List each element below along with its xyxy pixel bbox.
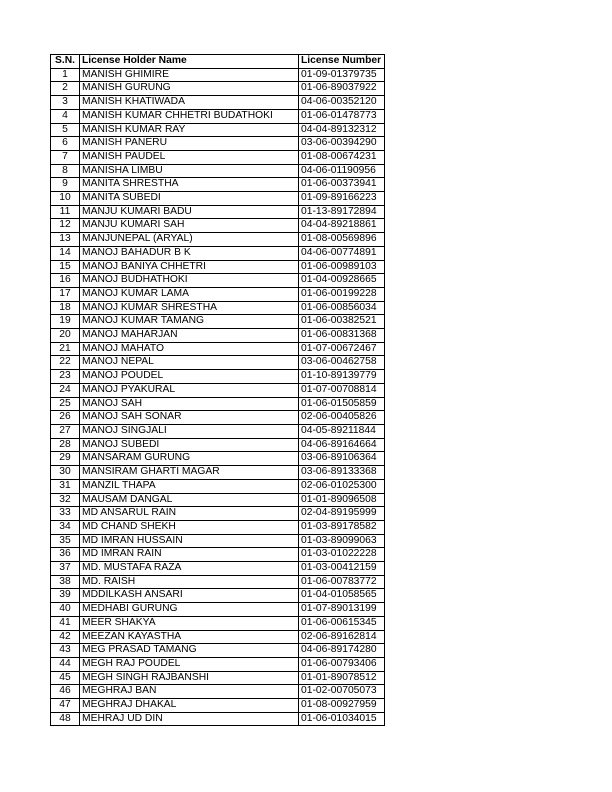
holder-name-cell: MANSIRAM GHARTI MAGAR [80,466,299,480]
holder-name-cell: MEGHRAJ BAN [80,685,299,699]
sn-cell: 7 [51,150,80,164]
table-header [51,55,385,69]
sn-cell: 19 [51,315,80,329]
sn-cell: 46 [51,685,80,699]
license-number-cell: 01-01-89096508 [299,493,385,507]
sn-cell: 11 [51,205,80,219]
table-row [51,370,385,384]
holder-name-cell: MEGHRAJ DHAKAL [80,699,299,713]
sn-cell: 29 [51,452,80,466]
sn-cell: 38 [51,575,80,589]
table-row [51,699,385,713]
holder-name-cell: MANOJ KUMAR SHRESTHA [80,301,299,315]
sn-cell: 28 [51,438,80,452]
sn-cell: 9 [51,178,80,192]
holder-name-cell: MANOJ SINGJALI [80,424,299,438]
sn-cell: 24 [51,383,80,397]
table-row [51,274,385,288]
holder-name-cell: MANOJ NEPAL [80,356,299,370]
license-number-cell: 04-06-89174280 [299,644,385,658]
table-row [51,644,385,658]
license-number-cell: 01-13-89172894 [299,205,385,219]
table-row [51,219,385,233]
holder-name-cell: MANOJ MAHATO [80,342,299,356]
license-number-cell: 01-08-00674231 [299,150,385,164]
license-number-cell: 01-07-00708814 [299,383,385,397]
holder-name-cell: MANOJ SUBEDI [80,438,299,452]
license-number-cell: 01-07-89013199 [299,603,385,617]
sn-cell: 47 [51,699,80,713]
holder-name-cell: MAUSAM DANGAL [80,493,299,507]
license-number-cell: 01-06-01505859 [299,397,385,411]
table-row [51,479,385,493]
table-row [51,342,385,356]
holder-name-cell: MEGH RAJ POUDEL [80,657,299,671]
sn-cell: 31 [51,479,80,493]
sn-cell: 4 [51,109,80,123]
sn-cell: 22 [51,356,80,370]
holder-name-cell: MANOJ PYAKURAL [80,383,299,397]
table-row [51,260,385,274]
holder-name-cell: MANOJ KUMAR TAMANG [80,315,299,329]
holder-name-cell: MEHRAJ UD DIN [80,712,299,726]
holder-name-cell: MANISH PAUDEL [80,150,299,164]
sn-cell: 32 [51,493,80,507]
table-row [51,123,385,137]
holder-name-cell: MANISH GURUNG [80,82,299,96]
holder-name-cell: MEGH SINGH RAJBANSHI [80,671,299,685]
holder-name-cell: MANISH GHIMIRE [80,68,299,82]
holder-name-cell: MD. RAISH [80,575,299,589]
license-number-cell: 02-06-01025300 [299,479,385,493]
holder-name-cell: MANJU KUMARI SAH [80,219,299,233]
sn-cell: 20 [51,329,80,343]
sn-cell: 35 [51,534,80,548]
license-number-cell: 01-06-00831368 [299,329,385,343]
sn-cell: 30 [51,466,80,480]
table-row [51,603,385,617]
license-number-cell: 01-09-89166223 [299,192,385,206]
table-row [51,192,385,206]
sn-cell: 18 [51,301,80,315]
table-row [51,493,385,507]
sn-cell: 25 [51,397,80,411]
sn-cell: 36 [51,548,80,562]
sn-cell: 12 [51,219,80,233]
holder-name-cell: MEER SHAKYA [80,616,299,630]
holder-name-cell: MD CHAND SHEKH [80,520,299,534]
license-number-cell: 01-08-00569896 [299,233,385,247]
sn-cell: 16 [51,274,80,288]
table-row [51,329,385,343]
table-row [51,548,385,562]
license-number-cell: 01-06-00989103 [299,260,385,274]
table-row [51,233,385,247]
table-row [51,424,385,438]
holder-name-cell: MANOJ POUDEL [80,370,299,384]
license-number-cell: 01-02-00705073 [299,685,385,699]
table-row [51,178,385,192]
license-number-cell: 01-06-00382521 [299,315,385,329]
table-row [51,452,385,466]
holder-name-cell: MANISHA LIMBU [80,164,299,178]
table-row [51,575,385,589]
sn-cell: 21 [51,342,80,356]
table-row [51,109,385,123]
holder-name-cell: MANSARAM GURUNG [80,452,299,466]
license-number-cell: 01-08-00927959 [299,699,385,713]
table-row [51,68,385,82]
license-number-cell: 01-01-89078512 [299,671,385,685]
header-sn: S.N. [51,55,80,69]
license-number-cell: 03-06-00394290 [299,137,385,151]
holder-name-cell: MANOJ KUMAR LAMA [80,287,299,301]
table-row [51,466,385,480]
holder-name-cell: MANOJ SAH SONAR [80,411,299,425]
holder-name-cell: MEDHABI GURUNG [80,603,299,617]
license-number-cell: 01-07-00672467 [299,342,385,356]
holder-name-cell: MANITA SHRESTHA [80,178,299,192]
holder-name-cell: MANJUNEPAL (ARYAL) [80,233,299,247]
license-number-cell: 04-04-89132312 [299,123,385,137]
header-license: License Number [299,55,385,69]
table-row [51,287,385,301]
table-row [51,150,385,164]
license-number-cell: 01-04-01058565 [299,589,385,603]
license-table [50,54,385,726]
sn-cell: 10 [51,192,80,206]
holder-name-cell: MANITA SUBEDI [80,192,299,206]
license-number-cell: 01-06-00373941 [299,178,385,192]
sn-cell: 39 [51,589,80,603]
sn-cell: 3 [51,96,80,110]
holder-name-cell: MANJU KUMARI BADU [80,205,299,219]
license-number-cell: 01-06-00199228 [299,287,385,301]
sn-cell: 41 [51,616,80,630]
table-row [51,301,385,315]
sn-cell: 48 [51,712,80,726]
table-row [51,246,385,260]
holder-name-cell: MANOJ BUDHATHOKI [80,274,299,288]
table-row [51,616,385,630]
table-row [51,562,385,576]
holder-name-cell: MANOJ MAHARJAN [80,329,299,343]
table-row [51,411,385,425]
sn-cell: 33 [51,507,80,521]
header-row [51,55,385,69]
license-number-cell: 01-03-89178582 [299,520,385,534]
table-row [51,685,385,699]
holder-name-cell: MANISH KUMAR CHHETRI BUDATHOKI [80,109,299,123]
license-number-cell: 04-06-00774891 [299,246,385,260]
license-number-cell: 01-10-89139779 [299,370,385,384]
table-row [51,534,385,548]
sn-cell: 15 [51,260,80,274]
sn-cell: 1 [51,68,80,82]
table-row [51,315,385,329]
sn-cell: 45 [51,671,80,685]
holder-name-cell: MANISH KHATIWADA [80,96,299,110]
license-number-cell: 01-04-00928665 [299,274,385,288]
sn-cell: 14 [51,246,80,260]
table-row [51,356,385,370]
sn-cell: 44 [51,657,80,671]
sn-cell: 23 [51,370,80,384]
license-number-cell: 04-06-89164664 [299,438,385,452]
sn-cell: 40 [51,603,80,617]
license-number-cell: 01-06-89037922 [299,82,385,96]
license-number-cell: 02-06-00405826 [299,411,385,425]
license-number-cell: 04-05-89211844 [299,424,385,438]
sn-cell: 43 [51,644,80,658]
license-number-cell: 01-03-00412159 [299,562,385,576]
table-row [51,507,385,521]
sn-cell: 34 [51,520,80,534]
table-row [51,671,385,685]
license-number-cell: 01-09-01379735 [299,68,385,82]
holder-name-cell: MANOJ SAH [80,397,299,411]
holder-name-cell: MD IMRAN RAIN [80,548,299,562]
license-number-cell: 01-06-00783772 [299,575,385,589]
license-number-cell: 02-04-89195999 [299,507,385,521]
holder-name-cell: MANOJ BANIYA CHHETRI [80,260,299,274]
table-row [51,205,385,219]
table-row [51,96,385,110]
holder-name-cell: MANZIL THAPA [80,479,299,493]
license-number-cell: 03-06-00462758 [299,356,385,370]
sn-cell: 13 [51,233,80,247]
holder-name-cell: MEG PRASAD TAMANG [80,644,299,658]
license-number-cell: 03-06-89133368 [299,466,385,480]
table-row [51,712,385,726]
license-number-cell: 01-06-01034015 [299,712,385,726]
table-row [51,438,385,452]
table-row [51,630,385,644]
sn-cell: 8 [51,164,80,178]
sn-cell: 6 [51,137,80,151]
sn-cell: 17 [51,287,80,301]
holder-name-cell: MANISH PANERU [80,137,299,151]
table-body [51,68,385,726]
table-row [51,137,385,151]
license-number-cell: 01-03-01022228 [299,548,385,562]
header-name: License Holder Name [80,55,299,69]
license-number-cell: 01-06-01478773 [299,109,385,123]
holder-name-cell: MANISH KUMAR RAY [80,123,299,137]
sn-cell: 2 [51,82,80,96]
holder-name-cell: MEEZAN KAYASTHA [80,630,299,644]
table-row [51,397,385,411]
holder-name-cell: MD. MUSTAFA RAZA [80,562,299,576]
sn-cell: 26 [51,411,80,425]
license-number-cell: 01-06-00793406 [299,657,385,671]
license-number-cell: 04-04-89218861 [299,219,385,233]
license-number-cell: 04-06-01190956 [299,164,385,178]
license-number-cell: 01-03-89099063 [299,534,385,548]
holder-name-cell: MD IMRAN HUSSAIN [80,534,299,548]
sn-cell: 5 [51,123,80,137]
sn-cell: 27 [51,424,80,438]
license-number-cell: 01-06-00856034 [299,301,385,315]
table-row [51,589,385,603]
holder-name-cell: MANOJ BAHADUR B K [80,246,299,260]
sn-cell: 37 [51,562,80,576]
sn-cell: 42 [51,630,80,644]
license-number-cell: 02-06-89162814 [299,630,385,644]
license-number-cell: 03-06-89106364 [299,452,385,466]
table-row [51,82,385,96]
license-number-cell: 01-06-00615345 [299,616,385,630]
table-row [51,520,385,534]
holder-name-cell: MD ANSARUL RAIN [80,507,299,521]
holder-name-cell: MDDILKASH ANSARI [80,589,299,603]
table-row [51,383,385,397]
license-number-cell: 04-06-00352120 [299,96,385,110]
table-row [51,164,385,178]
table-row [51,657,385,671]
